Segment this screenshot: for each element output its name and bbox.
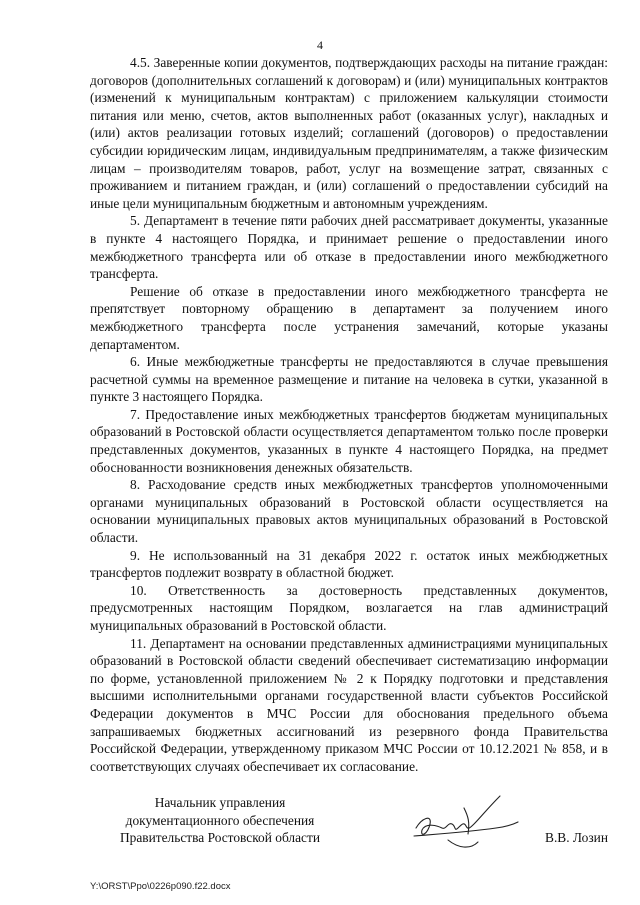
signatory-name: В.В. Лозин xyxy=(545,830,608,845)
paragraph-8: 8. Расходование средств иных межбюджетных трансфертов уполномоченными органами муниципальных образований в Ростовской области осуществляется на основании муниципальных правовых актов муниципальных образований в Ростовской области. xyxy=(90,477,608,546)
signatory-title-line: документационного обеспечения xyxy=(125,812,315,828)
handwritten-signature xyxy=(408,788,523,860)
paragraph-refusal: Решение об отказе в предоставлении иного межбюджетного трансферта не препятствует повторному обращению в департамент за получением иного межбюджетного трансферта после устранения замечаний, которые указаны департаментом. xyxy=(90,283,608,352)
document-body xyxy=(90,54,608,775)
signature-block xyxy=(90,794,610,864)
paragraph-9: 9. Не использованный на 31 декабря 2022 г. остаток иных межбюджетных трансфертов подлежит возврату в областной бюджет. xyxy=(90,547,608,581)
signatory-title-line: Правительства Ростовской области xyxy=(119,830,321,846)
paragraph-11: 11. Департамент на основании представленных администрациями муниципальных образований в Ростовской области сведений обеспечивает систематизацию информации по форме, установленной приложением № 2 к Порядку подготовки и представления высшими исполнительными органами государственной власти субъектов Российской Федерации документов в МЧС России для обоснования предельного объема запрашиваемых бюджетных ассигнований из резервного фонда Правительства Российской Федерации, утвержденному приказом МЧС России от 10.12.2021 № 858, и в соответствующих случаях обеспечивает их согласование. xyxy=(90,635,608,774)
paragraph-7: 7. Предоставление иных межбюджетных трансфертов бюджетам муниципальных образований в Ростовской области осуществляется департаментом только после проверки представленных документов, указанных в пункте 4 настоящего Порядка, на предмет обоснованности возникновения денежных обязательств. xyxy=(90,406,608,475)
signatory-title-line: Начальник управления xyxy=(154,795,286,810)
page-number: 4 xyxy=(317,38,323,52)
signatory-title xyxy=(90,794,350,847)
paragraph-10: 10. Ответственность за достоверность представленных документов, предусмотренных настоящим Порядком, возлагается на глав администраций муниципальных образований в Ростовской области. xyxy=(90,582,608,633)
paragraph-4-5: 4.5. Заверенные копии документов, подтверждающих расходы на питание граждан: договоров (дополнительных соглашений к договорам) и (или) муниципальных контрактов (изменений к муниципальным контрактам) с приложением калькуляции стоимости питания или меню, счетов, актов выполненных работ (оказанных услуг), накладных и (или) актов реализации готовых изделий; соглашений (договоров) о предоставлении субсидии юридическим лицам, индивидуальным предпринимателям, а также физическим лицам – производителям товаров, работ, услуг на возмещение затрат, связанных с проживанием и питанием граждан, и (или) соглашений о предоставлении субсидий на иные цели муниципальным бюджетным и автономным учреждениям. xyxy=(90,55,608,211)
paragraph-5: 5. Департамент в течение пяти рабочих дней рассматривает документы, указанные в пункте 4 настоящего Порядка, и принимает решение о предоставлении иного межбюджетного трансферта или об отказе в предоставлении иного межбюджетного трансферта. xyxy=(90,213,608,282)
file-path: Y:\ORST\Ppo\0226p090.f22.docx xyxy=(90,881,231,892)
paragraph-6: 6. Иные межбюджетные трансферты не предоставляются в случае превышения расчетной суммы на временное размещение и питание на человека в сутки, указанной в пункте 3 настоящего Порядка. xyxy=(90,354,608,405)
